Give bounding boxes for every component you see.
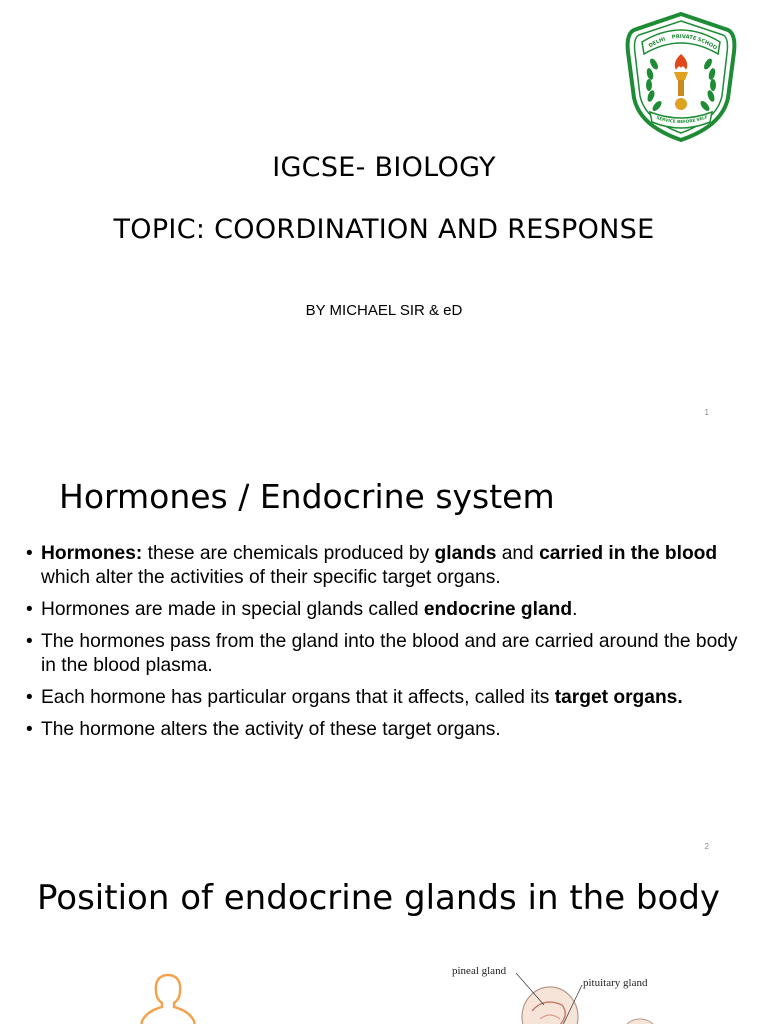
- logo-motto: SERVICE BEFORE SELF: [655, 114, 709, 125]
- bullet-text: .: [572, 599, 578, 620]
- bullet-text: and: [496, 543, 540, 564]
- bullet-text: Each hormone has particular organs that it affects, called its: [41, 687, 555, 708]
- bullet-text: The hormone alters the activity of these target organs.: [41, 719, 501, 740]
- bullet-text: which alter the activities of their specific target organs.: [41, 567, 501, 588]
- slide-heading: Position of endocrine glands in the body: [37, 878, 721, 918]
- slide-3: [0, 867, 768, 1024]
- bullet-item: [26, 630, 738, 678]
- bullet-bold-text: target organs.: [554, 687, 683, 708]
- logo-text-mid: PRIVATE: [671, 33, 697, 43]
- logo-text-right: SCHOO: [696, 36, 718, 52]
- bullet-text: Hormones are made in special glands called: [41, 599, 424, 620]
- bullet-text: these are chemicals produced by: [142, 543, 435, 564]
- bullet-item: [26, 542, 738, 590]
- page-number: 2: [704, 842, 709, 851]
- author-byline: BY MICHAEL SIR & eD: [305, 302, 463, 319]
- logo-text-left: DELHI: [647, 36, 667, 50]
- presentation-title: IGCSE- BIOLOGY: [272, 152, 496, 183]
- page-number: 1: [704, 408, 709, 417]
- bullet-bold-text: Hormones:: [41, 543, 143, 564]
- bullet-item: [26, 598, 738, 622]
- slide-1: [0, 0, 768, 433]
- bullet-item: [26, 718, 738, 742]
- school-crest-logo: [624, 12, 738, 142]
- bullet-bold-text: carried in the blood: [539, 543, 718, 564]
- pituitary-gland-label: pituitary gland: [583, 977, 648, 989]
- pineal-gland-label: pineal gland: [452, 965, 507, 977]
- bullet-bold-text: endocrine gland: [423, 599, 573, 620]
- bullet-list: [26, 542, 738, 750]
- bullet-text: The hormones pass from the gland into the blood and are carried around the body in the blood plasma.: [41, 631, 738, 676]
- bullet-item: [26, 686, 738, 710]
- presentation-topic: TOPIC: COORDINATION AND RESPONSE: [113, 214, 655, 245]
- slide-heading: Hormones / Endocrine system: [59, 477, 555, 516]
- slide-2: [0, 433, 768, 867]
- human-body-figure: [138, 973, 198, 1024]
- bullet-bold-text: glands: [434, 543, 497, 564]
